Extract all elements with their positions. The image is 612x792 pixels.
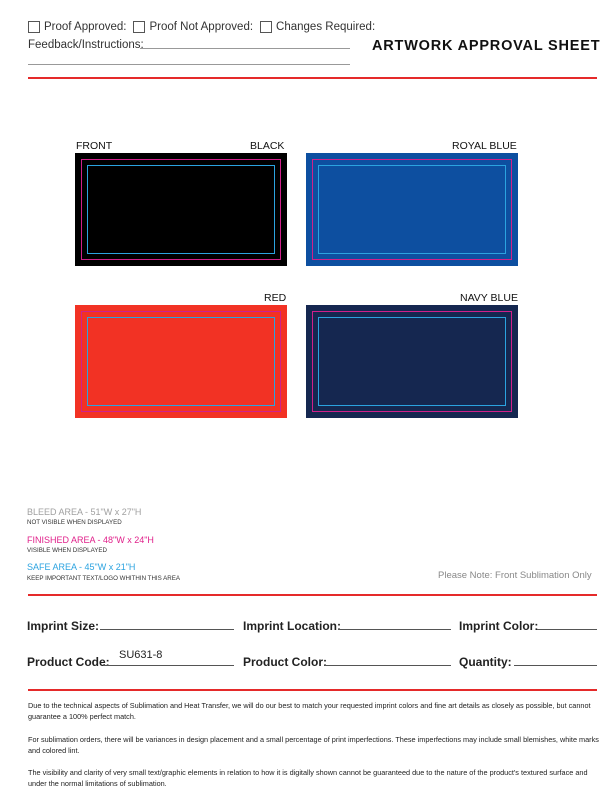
sublimation-note: Please Note: Front Sublimation Only [438,570,592,581]
quantity-label: Quantity: [459,655,512,669]
safe-area-note: KEEP IMPORTANT TEXT/LOGO WHITHIN THIS AREA [27,575,180,582]
product-code-label: Product Code: [27,655,110,669]
product-color-field[interactable] [325,665,451,666]
imprint-size-label: Imprint Size: [27,619,100,633]
proof-approved-checkbox[interactable] [28,21,40,33]
legend-divider [28,594,597,596]
imprint-color-label: Imprint Color: [459,619,539,633]
panel-royal-blue [306,153,518,266]
document-title: ARTWORK APPROVAL SHEET [372,38,601,54]
safe-area-guide [87,165,275,254]
feedback-line-2[interactable] [28,64,350,65]
product-color-label: Product Color: [243,655,327,669]
royal-blue-label: ROYAL BLUE [452,140,517,152]
form-divider [28,689,597,691]
safe-area-guide [318,165,506,254]
panel-navy-blue [306,305,518,418]
proof-approved-label: Proof Approved: [44,21,127,33]
proof-approved-option[interactable] [28,21,126,33]
imprint-size-field[interactable] [100,629,234,630]
bleed-area-note: NOT VISIBLE WHEN DISPLAYED [27,519,122,526]
imprint-color-field[interactable] [537,629,597,630]
changes-required-label: Changes Required: [276,21,376,33]
product-code-field[interactable] [104,665,234,666]
changes-required-checkbox[interactable] [260,21,272,33]
safe-area-title: SAFE AREA - 45"W x 21"H [27,562,136,572]
feedback-label: Feedback/Instructions: [28,39,144,51]
panel-red [75,305,287,418]
proof-not-approved-label: Proof Not Approved: [149,21,254,33]
finished-area-note: VISIBLE WHEN DISPLAYED [27,547,108,554]
quantity-field[interactable] [514,665,597,666]
product-code-value: SU631-8 [119,649,163,661]
changes-required-option[interactable] [260,21,375,33]
feedback-line-1[interactable] [140,48,350,49]
safe-area-guide [87,317,275,406]
approval-checkbox-row [28,21,382,33]
header-divider [28,77,597,79]
proof-not-approved-option[interactable] [133,21,253,33]
imprint-location-field[interactable] [338,629,451,630]
panel-black [75,153,287,266]
disclaimer-paragraph-3: The visibility and clarity of very small text/graphic elements in relation to how it is digitally shown cannot be guaranteed due to the nature of the product's textured surface and under the normal limitations of sublimation. [28,768,588,788]
imprint-location-label: Imprint Location: [243,619,341,633]
safe-area-guide [318,317,506,406]
front-label: FRONT [76,140,113,152]
bleed-area-title: BLEED AREA - 51"W x 27"H [27,507,142,517]
navy-blue-label: NAVY BLUE [460,292,518,304]
finished-area-title: FINISHED AREA - 48"W x 24"H [27,535,154,545]
black-label: BLACK [250,140,285,152]
proof-not-approved-checkbox[interactable] [133,21,145,33]
disclaimer-paragraph-1: Due to the technical aspects of Sublimation and Heat Transfer, we will do our best to match your requested imprint colors and fine art details as closely as possible, but cannot guarantee a 100% perfect match. [28,701,591,721]
disclaimer-paragraph-2: For sublimation orders, there will be variances in design placement and a small percentage of print imperfections. These imperfections may include small blemishes, white marks and colored lint. [28,735,599,755]
red-label: RED [264,292,287,304]
